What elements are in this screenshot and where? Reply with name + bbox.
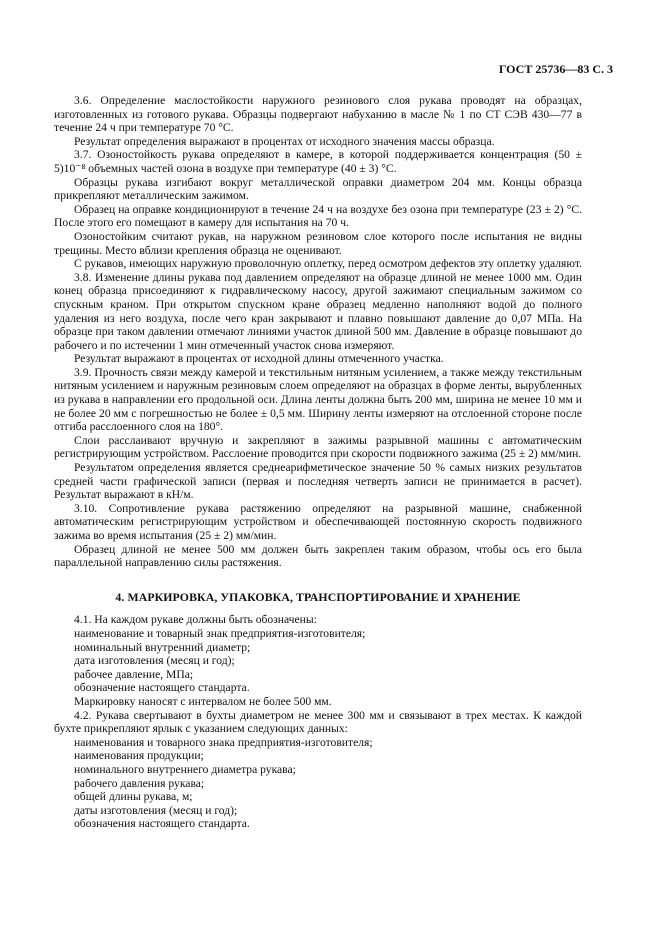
paragraph-4-2: 4.2. Рукава свертывают в бухты диаметром не менее 300 мм и связывают в трех местах. К каждой бухте прикрепляют ярлык с указанием следующих данных: — [54, 708, 582, 736]
list-item: наименования и товарного знака предприятия-изготовителя; — [74, 735, 373, 749]
list-item: рабочее давление, МПа; — [74, 667, 194, 681]
paragraph-3-6: 3.6. Определение маслостойкости наружного резинового слоя рукава проводят на образцах, изготовленных из готового рукава. Образцы подвергают набуханию в масле № 1 по СТ СЭВ 430—77 в течение 24 ч при температуре 70 °С. — [54, 94, 582, 135]
paragraph: Результатом определения является среднеарифметическое значение 50 % самых низких результатов средней части графической записи (первая и последняя четверть записи не принимается в расчет). Результат выражают в кН/м. — [54, 461, 582, 502]
paragraph: Результат определения выражают в процентах от исходного значения массы образца. — [74, 134, 495, 148]
list-item: общей длины рукава, м; — [74, 790, 193, 804]
paragraph: Озоностойким считают рукав, на наружном резиновом слое которого после испытания не видны трещины. Место вблизи крепления образца не оценивают. — [54, 229, 582, 257]
running-head: ГОСТ 25736—83 С. 3 — [498, 62, 613, 76]
paragraph-3-9: 3.9. Прочность связи между камерой и текстильным нитяным усилением, а также между текстильным нитяным усилением и наружным резиновым слоем определяют на образцах в форме ленты, вырубленных из рукава в направлении его продольной оси. Длина ленты должна быть 200 мм, ширина не менее 10 мм и не более 20 мм с погрешностью не более ± 0,5 мм. Ширину ленты измеряют на отслоенной стороне после отгиба расслоенного слоя на 180°. — [54, 365, 582, 434]
paragraph-4-1: 4.1. На каждом рукаве должны быть обозначены: — [74, 613, 317, 627]
paragraph: Слои расслаивают вручную и закрепляют в зажимы разрывной машины с автоматическим регистрирующим устройством. Расслоение проводится при скорости подвижного зажима (25 ± 2) мм/мин. — [54, 433, 582, 461]
paragraph: Образец на оправке кондиционируют в течение 24 ч на воздухе без озона при температуре (23 ± 2) °С. После этого его помещают в камеру для испытания на 70 ч. — [54, 202, 582, 230]
list-item: наименование и товарный знак предприятия-изготовителя; — [74, 626, 366, 640]
list-item: обозначения настоящего стандарта. — [74, 817, 250, 831]
paragraph: Результат выражают в процентах от исходной длины отмеченного участка. — [74, 352, 444, 366]
paragraph: Маркировку наносят с интервалом не более 500 мм. — [74, 694, 332, 708]
paragraph-3-10: 3.10. Сопротивление рукава растяжению определяют на разрывной машине, снабженной автоматическим регистрирующим устройством и обеспечивающей постоянную скорость подвижного зажима во время испытания (25 ± 2) мм/мин. — [54, 501, 582, 542]
paragraph: С рукавов, имеющих наружную проволочную оплетку, перед осмотром дефектов эту оплетку удаляют. — [74, 257, 582, 271]
paragraph-3-7: 3.7. Озоностойкость рукава определяют в камере, в которой поддерживается концентрация (50 ± 5)10⁻⁸ объемных частей озона в воздухе при температуре (40 ± 3) °С. — [54, 148, 582, 175]
list-item: дата изготовления (месяц и год); — [74, 654, 235, 668]
list-item: номинальный внутренний диаметр; — [74, 640, 251, 654]
paragraph-3-8: 3.8. Изменение длины рукава под давлением определяют на образце длиной не менее 1000 мм. Один конец образца присоединяют к гидравлическому насосу, другой зажимают специальным зажимом со спускным краном. При открытом спускном кране образец медленно наполняют водой до полного удаления из него воздуха, после чего кран закрывают и плавно повышают давление до 0,07 МПа. На образце при таком давлении отмечают линиями участок длиной 500 мм. Давление в образце повышают до рабочего и по истечении 1 мин отмеченный участок снова измеряют. — [54, 270, 582, 352]
paragraph: Образцы рукава изгибают вокруг металлической оправки диаметром 204 мм. Концы образца прикрепляют металлическим зажимом. — [54, 175, 582, 203]
paragraph: Образец длиной не менее 500 мм должен быть закреплен таким образом, чтобы ось его была параллельной направлению силы растяжения. — [54, 542, 582, 570]
list-item: даты изготовления (месяц и год); — [74, 803, 238, 817]
section-4-title: 4. МАРКИРОВКА, УПАКОВКА, ТРАНСПОРТИРОВАНИЕ И ХРАНЕНИЕ — [115, 589, 521, 604]
list-item: обозначение настоящего стандарта. — [74, 681, 250, 695]
list-item: номинального внутреннего диаметра рукава; — [74, 762, 296, 776]
list-item: наименования продукции; — [74, 749, 204, 763]
page-body — [54, 62, 582, 831]
list-item: рабочего давления рукава; — [74, 776, 205, 790]
